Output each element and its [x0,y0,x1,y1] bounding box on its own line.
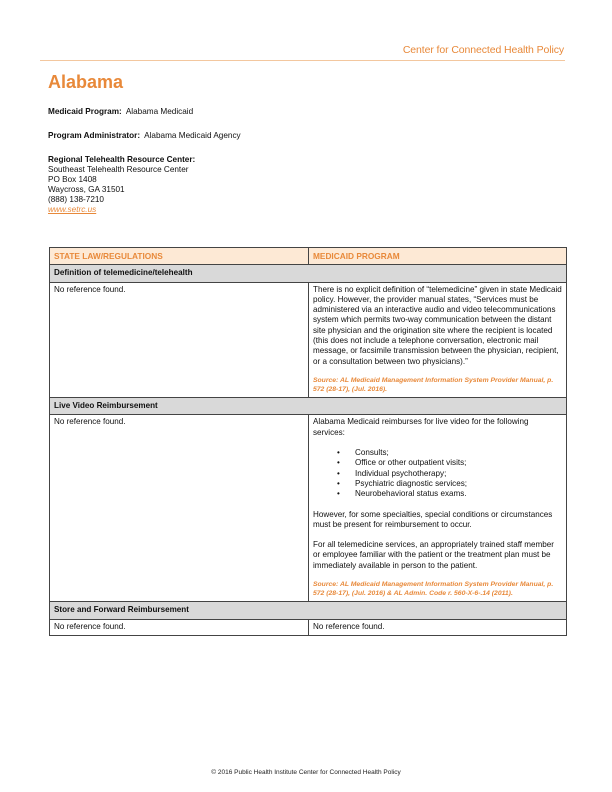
section-header-store-forward: Store and Forward Reimbursement [50,602,567,619]
list-item: • Neurobehavioral status exams. [343,489,562,499]
source-citation: Source: AL Medicaid Management Information System Provider Manual, p. 572 (28-17), (Jul. 2016). [313,376,554,393]
trc-phone: (888) 138-7210 [48,195,104,204]
medicaid-program-label: Medicaid Program: [48,107,122,116]
trc-address-line1: PO Box 1408 [48,175,97,184]
trc-website-link[interactable]: www.setrc.us [48,205,97,214]
column-header-medicaid: MEDICAID PROGRAM [309,248,567,265]
list-item: • Office or other outpatient visits; [343,458,562,468]
policy-table [49,247,567,636]
definition-paragraph: There is no explicit definition of “telemedicine” given in state Medicaid policy. However, the provider manual states, “Services must be administered via an interactive audio and video telecommunications system which permits two-way communication between the distant site physician and the origination site where the recipient is located (this does not include a telephone conversation, electronic mail message, or facsimile transmission between the physician, recipient, or a consultation between two physicians).” [313,284,562,366]
footer-copyright: © 2016 Public Health Institute Center for Connected Health Policy [211,769,401,776]
program-administrator-line [48,131,241,141]
table-row [50,415,567,602]
table-row [50,619,567,635]
source-citation: Source: AL Medicaid Management Information System Provider Manual, p. 572 (28-17), (Jul. 2016) & AL Admin. Code r. 560-X-6-.14 (2011). [313,581,554,597]
section-header-definition: Definition of telemedicine/telehealth [50,265,567,282]
covered-services-list [313,448,562,499]
state-law-cell: No reference found. [50,415,309,602]
list-item: • Consults; [343,448,562,458]
program-administrator-value: Alabama Medicaid Agency [144,131,241,140]
column-header-state-law: STATE LAW/REGULATIONS [50,248,309,265]
trc-name: Southeast Telehealth Resource Center [48,165,189,174]
header-divider [40,60,565,61]
section-header-live-video: Live Video Reimbursement [50,398,567,415]
live-video-paragraph: However, for some specialties, special conditions or circumstances must be present for reimbursement to occur. [313,509,553,529]
medicaid-cell: No reference found. [309,619,567,635]
program-administrator-label: Program Administrator: [48,131,141,140]
live-video-intro: Alabama Medicaid reimburses for live video for the following services: [313,417,529,437]
trc-address-line2: Waycross, GA 31501 [48,185,125,194]
header-organization: Center for Connected Health Policy [402,44,564,56]
table-header-row [50,248,567,265]
trc-label: Regional Telehealth Resource Center: [48,155,196,164]
live-video-paragraph: For all telemedicine services, an appropriately trained staff member or employee familiar with the patient or the treatment plan must be immediately available in person to the patient. [313,540,554,570]
list-item: • Psychiatric diagnostic services; [343,479,562,489]
state-law-cell: No reference found. [50,619,309,635]
state-law-cell: No reference found. [50,282,309,398]
medicaid-program-value: Alabama Medicaid [125,107,194,116]
medicaid-cell [309,415,567,602]
medicaid-program-line [48,107,193,117]
telehealth-resource-center [48,155,195,215]
list-item: • Individual psychotherapy; [343,469,562,479]
medicaid-cell [309,282,567,398]
page-title: Alabama [48,72,124,92]
table-row [50,282,567,398]
